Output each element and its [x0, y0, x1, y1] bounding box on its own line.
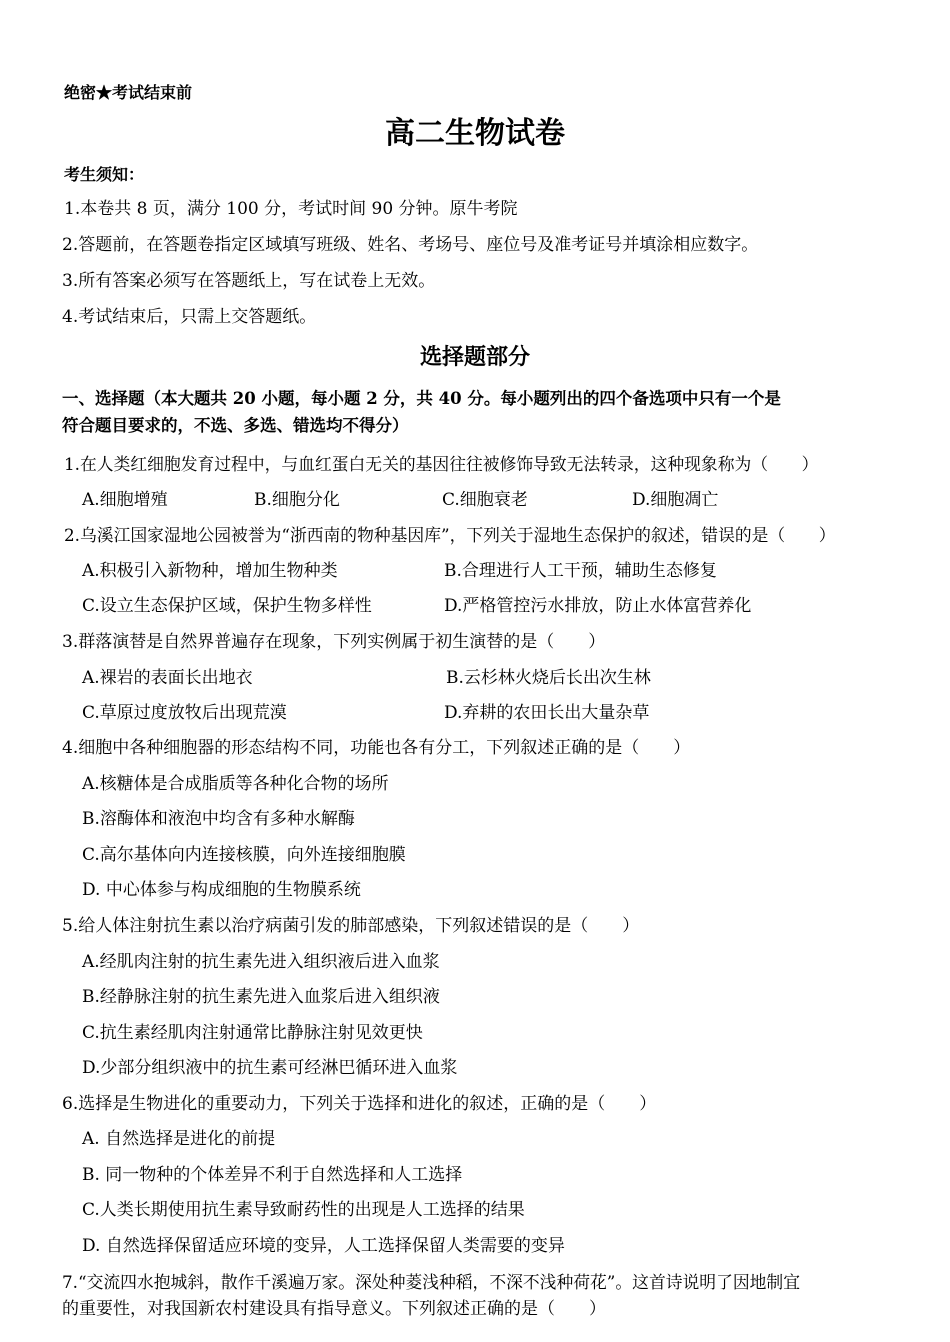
question-option: C.高尔基体向内连接核膜，向外连接细胞膜 — [82, 845, 406, 865]
notice-item: 2.答题前，在答题卷指定区域填写班级、姓名、考场号、座位号及准考证号并填涂相应数字。 — [62, 235, 759, 255]
question-option: B.经静脉注射的抗生素先进入血浆后进入组织液 — [82, 987, 440, 1007]
notice-heading: 考生须知： — [64, 165, 145, 184]
question-option: A.裸岩的表面长出地衣 — [82, 668, 253, 688]
question-stem: 的重要性，对我国新农村建设具有指导意义。下列叙述正确的是（ ） — [62, 1299, 606, 1319]
question-option: D. 自然选择保留适应环境的变异，人工选择保留人类需要的变异 — [82, 1236, 565, 1256]
notice-item: 3.所有答案必须写在答题纸上，写在试卷上无效。 — [62, 271, 436, 291]
question-option: C.人类长期使用抗生素导致耐药性的出现是人工选择的结果 — [82, 1200, 525, 1220]
question-stem: 4.细胞中各种细胞器的形态结构不同，功能也各有分工，下列叙述正确的是（ ） — [62, 738, 691, 758]
question-stem: 1.在人类红细胞发育过程中，与血红蛋白无关的基因往往被修饰导致无法转录，这种现象称为（ ） — [64, 454, 819, 474]
question-stem: 3.群落演替是自然界普遍存在现象，下列实例属于初生演替的是（ ） — [62, 632, 606, 652]
section-instruction: 符合题目要求的，不选、多选、错选均不得分） — [62, 416, 409, 435]
question-option: A.核糖体是合成脂质等各种化合物的场所 — [82, 774, 389, 794]
question-option: D.严格管控污水排放，防止水体富营养化 — [444, 596, 752, 616]
question-option: A. 自然选择是进化的前提 — [82, 1129, 276, 1149]
question-option: D.少部分组织液中的抗生素可经淋巴循环进入血浆 — [82, 1058, 458, 1078]
question-option: C.抗生素经肌肉注射通常比静脉注射见效更快 — [82, 1023, 423, 1043]
question-option: D.弃耕的农田长出大量杂草 — [444, 703, 650, 723]
question-option: A.积极引入新物种，增加生物种类 — [82, 561, 338, 581]
question-option: C.细胞衰老 — [442, 490, 528, 510]
question-stem: 2.乌溪江国家湿地公园被誉为“浙西南的物种基因库”，下列关于湿地生态保护的叙述，错误的是（ ） — [64, 525, 836, 545]
question-option: D. 中心体参与构成细胞的生物膜系统 — [82, 880, 361, 900]
question-option: B.云杉林火烧后长出次生林 — [446, 668, 651, 688]
question-option: A.经肌肉注射的抗生素先进入组织液后进入血浆 — [82, 952, 440, 972]
question-stem: 5.给人体注射抗生素以治疗病菌引发的肺部感染，下列叙述错误的是（ ） — [62, 916, 640, 936]
question-option: C.草原过度放牧后出现荒漠 — [82, 703, 287, 723]
question-option: A.细胞增殖 — [82, 490, 168, 510]
question-option: B.合理进行人工干预，辅助生态修复 — [444, 561, 717, 581]
page-title: 高二生物试卷 — [385, 116, 565, 151]
question-stem: 7.“交流四水抱城斜，散作千溪遍万家。深处种菱浅种稻，不深不浅种荷花”。这首诗说明了因地制宜 — [62, 1272, 800, 1292]
section-instruction: 一、选择题（本大题共 20 小题，每小题 2 分，共 40 分。每小题列出的四个备选项中只有一个是 — [62, 389, 781, 408]
question-option: D.细胞凋亡 — [632, 490, 719, 510]
question-stem: 6.选择是生物进化的重要动力，下列关于选择和进化的叙述，正确的是（ ） — [62, 1094, 657, 1114]
notice-item: 1.本卷共 8 页，满分 100 分，考试时间 90 分钟。原牛考院 — [64, 199, 518, 219]
question-option: B. 同一物种的个体差异不利于自然选择和人工选择 — [82, 1165, 463, 1185]
confidential-label: 绝密★考试结束前 — [64, 83, 193, 102]
section-title: 选择题部分 — [419, 344, 530, 370]
notice-item: 4.考试结束后，只需上交答题纸。 — [62, 307, 317, 327]
question-option: C.设立生态保护区域，保护生物多样性 — [82, 596, 372, 616]
question-option: B.细胞分化 — [254, 490, 340, 510]
question-option: B.溶酶体和液泡中均含有多种水解酶 — [82, 809, 355, 829]
